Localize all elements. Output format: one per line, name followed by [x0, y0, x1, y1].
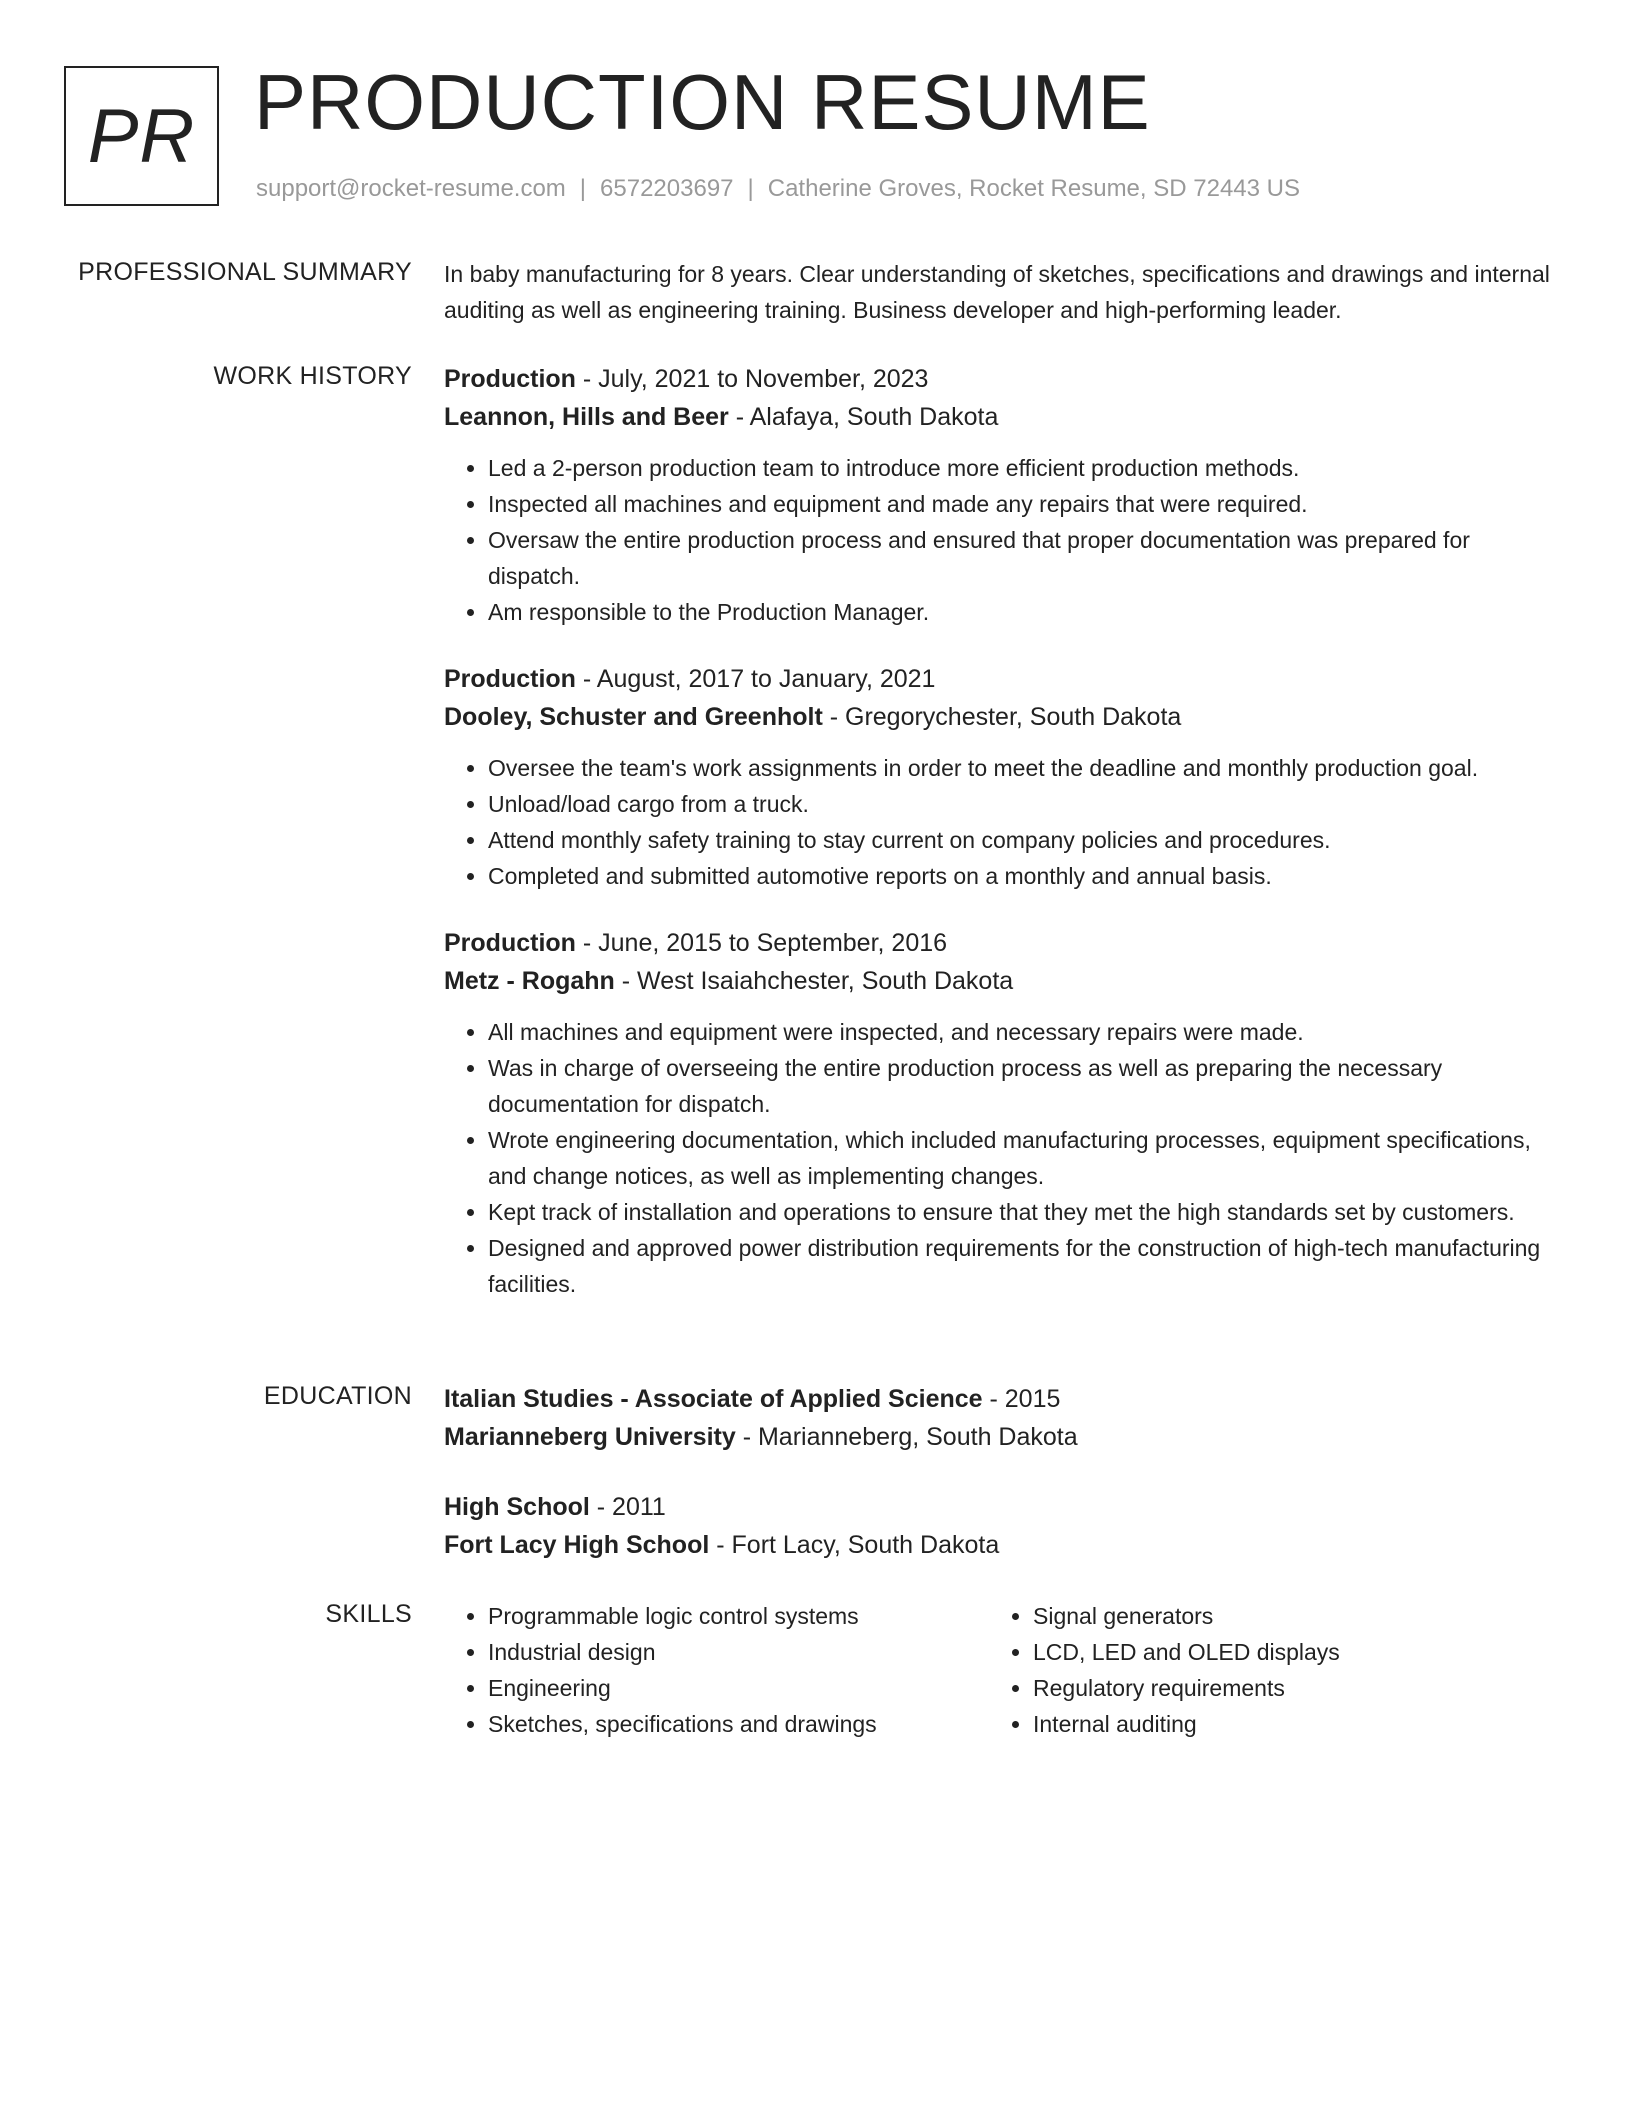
contact-separator: | — [747, 175, 754, 202]
job-location: - Alafaya, South Dakota — [728, 403, 999, 431]
skills-label: SKILLS — [325, 1600, 412, 1628]
list-item: • Unload/load cargo from a truck. — [488, 786, 1564, 822]
education-school-line — [444, 1526, 1564, 1564]
education-degree: Italian Studies - Associate of Applied Science — [444, 1385, 983, 1413]
list-item: • All machines and equipment were inspected, and necessary repairs were made. — [488, 1014, 1564, 1050]
job-dates: - July, 2021 to November, 2023 — [575, 365, 929, 393]
job-company-line — [444, 698, 1564, 736]
skill-item: • Industrial design — [488, 1634, 989, 1670]
job-title: Production — [444, 665, 576, 693]
contact-email[interactable]: support@rocket-resume.com — [256, 175, 566, 202]
skill-item: • Programmable logic control systems — [488, 1598, 989, 1634]
list-item: • Inspected all machines and equipment and made any repairs that were required. — [488, 486, 1564, 522]
job-dates: - June, 2015 to September, 2016 — [575, 929, 948, 957]
summary-text: In baby manufacturing for 8 years. Clear understanding of sketches, specifications and drawings and internal auditing as well as engineering training. Business developer and high-performing leader. — [444, 261, 1550, 323]
monogram-logo: PR — [64, 66, 219, 206]
education-degree-line — [444, 1380, 1564, 1418]
job-bullets — [444, 1014, 1564, 1302]
list-item: • Completed and submitted automotive reports on a monthly and annual basis. — [488, 858, 1564, 894]
job-title-line — [444, 924, 1564, 962]
education-school: Fort Lacy High School — [444, 1531, 710, 1559]
education-entry — [444, 1488, 1564, 1564]
job-title-line — [444, 360, 1564, 398]
work-history-label: WORK HISTORY — [213, 362, 412, 390]
education-year: - 2011 — [589, 1493, 666, 1521]
education-location: - Fort Lacy, South Dakota — [709, 1531, 1000, 1559]
job-bullets — [444, 450, 1564, 630]
education-school-line — [444, 1418, 1564, 1456]
resume-title: PRODUCTION RESUME — [254, 58, 1151, 146]
job-entry — [444, 660, 1564, 894]
education-location: - Marianneberg, South Dakota — [735, 1423, 1078, 1451]
job-location: - Gregorychester, South Dakota — [822, 703, 1182, 731]
education-year: - 2015 — [982, 1385, 1061, 1413]
job-dates: - August, 2017 to January, 2021 — [575, 665, 936, 693]
skill-item: • Signal generators — [1033, 1598, 1534, 1634]
contact-phone[interactable]: 6572203697 — [600, 175, 734, 202]
skill-item: • Sketches, specifications and drawings — [488, 1706, 989, 1742]
education-school: Marianneberg University — [444, 1423, 736, 1451]
list-item: • Am responsible to the Production Manager. — [488, 594, 1564, 630]
list-item: • Oversaw the entire production process and ensured that proper documentation was prepared for dispatch. — [488, 522, 1564, 594]
summary-label: PROFESSIONAL SUMMARY — [78, 258, 412, 286]
skill-item: • Internal auditing — [1033, 1706, 1534, 1742]
skill-item: • LCD, LED and OLED displays — [1033, 1634, 1534, 1670]
list-item: • Led a 2-person production team to introduce more efficient production methods. — [488, 450, 1564, 486]
education-entry — [444, 1380, 1564, 1456]
contact-separator: | — [579, 175, 587, 202]
job-bullets — [444, 750, 1564, 894]
job-company-line — [444, 962, 1564, 1000]
job-title-line — [444, 660, 1564, 698]
job-entry — [444, 924, 1564, 1302]
list-item: • Oversee the team's work assignments in order to meet the deadline and monthly production goal. — [488, 750, 1564, 786]
list-item: • Attend monthly safety training to stay current on company policies and procedures. — [488, 822, 1564, 858]
education-degree: High School — [444, 1493, 590, 1521]
education-degree-line — [444, 1488, 1564, 1526]
list-item: • Was in charge of overseeing the entire production process as well as preparing the necessary documentation for dispatch. — [488, 1050, 1564, 1122]
list-item: • Wrote engineering documentation, which included manufacturing processes, equipment specifications, and change notices, as well as implementing changes. — [488, 1122, 1564, 1194]
education-label: EDUCATION — [263, 1382, 412, 1410]
contact-line — [256, 174, 1300, 204]
skill-item: • Engineering — [488, 1670, 989, 1706]
job-company-line — [444, 398, 1564, 436]
skill-item: • Regulatory requirements — [1033, 1670, 1534, 1706]
list-item: • Kept track of installation and operations to ensure that they met the high standards set by customers. — [488, 1194, 1564, 1230]
skills-list-right — [989, 1598, 1534, 1742]
job-title: Production — [444, 365, 576, 393]
job-company: Leannon, Hills and Beer — [444, 403, 729, 431]
job-company: Metz - Rogahn — [444, 967, 615, 995]
job-location: - West Isaiahchester, South Dakota — [614, 967, 1014, 995]
job-entry — [444, 360, 1564, 630]
skills-columns — [444, 1598, 1564, 1742]
job-title: Production — [444, 929, 576, 957]
skills-list-left — [444, 1598, 989, 1742]
contact-address: Catherine Groves, Rocket Resume, SD 72443 US — [767, 175, 1300, 202]
job-company: Dooley, Schuster and Greenholt — [444, 703, 823, 731]
list-item: • Designed and approved power distribution requirements for the construction of high-tech manufacturing facilities. — [488, 1230, 1564, 1302]
